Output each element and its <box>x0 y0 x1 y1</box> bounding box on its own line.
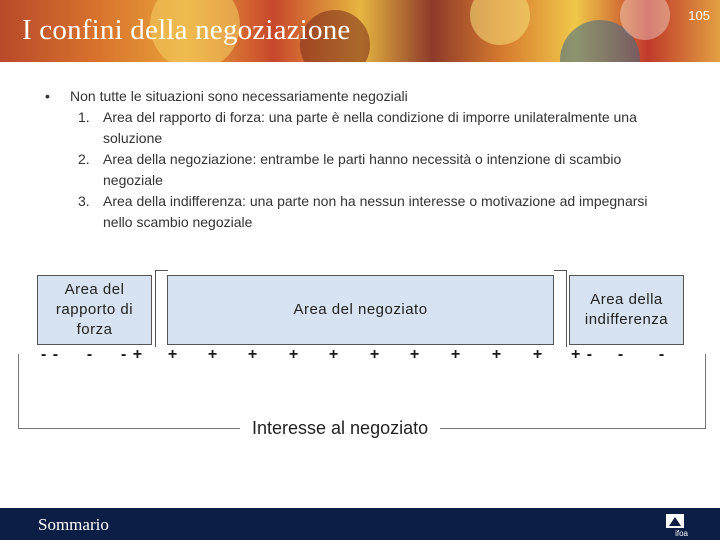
symbol-mark: - <box>658 346 666 363</box>
slide-title: I confini della negoziazione <box>22 14 351 46</box>
slide-footer <box>0 508 720 540</box>
list-text: Area della negoziazione: entrambe le parti hanno necessità o intenzione di scambio negoziale <box>103 151 622 188</box>
box-label: Area del rapporto di forza <box>55 281 134 338</box>
list-item <box>70 149 670 191</box>
symbol-mark: - <box>86 346 94 363</box>
symbol-mark: + <box>369 346 381 363</box>
interest-label: Interesse al negoziato <box>240 418 440 439</box>
symbol-mark: + <box>167 346 179 363</box>
bullet-icon: • <box>45 88 50 104</box>
symbol-mark: - <box>617 346 625 363</box>
symbol-mark: - - <box>40 346 60 363</box>
symbol-mark: + <box>247 346 259 363</box>
list-text: Area della indifferenza: una parte non ha nessun interesse o motivazione ad impegnarsi nello scambio negoziale <box>103 193 648 230</box>
slide-header <box>0 0 720 62</box>
symbol-mark: + <box>328 346 340 363</box>
list-text: Area del rapporto di forza: una parte è nella condizione di imporre unilateralmente una soluzione <box>103 109 637 146</box>
symbol-mark: + <box>288 346 300 363</box>
list-number: 1. <box>78 109 90 125</box>
logo-text: ifoa <box>675 529 688 538</box>
numbered-list <box>70 107 670 233</box>
slide-number: 105 <box>688 8 710 23</box>
decor-circle <box>470 0 530 45</box>
symbol-mark: + <box>532 346 544 363</box>
intro-text: Non tutte le situazioni sono necessariamente negoziali <box>70 88 408 104</box>
symbol-mark: + <box>207 346 219 363</box>
symbol-mark: - + <box>120 346 144 363</box>
box-label: Area della indifferenza <box>584 291 669 328</box>
box-area-indifferenza <box>569 275 684 345</box>
list-number: 3. <box>78 193 90 209</box>
bracket-right <box>554 270 567 347</box>
box-label: Area del negoziato <box>293 301 428 318</box>
list-item <box>70 107 670 149</box>
symbol-mark: + - <box>570 346 594 363</box>
list-number: 2. <box>78 151 90 167</box>
list-item <box>70 191 670 233</box>
symbol-mark: + <box>450 346 462 363</box>
box-area-rapporto-forza <box>37 275 152 345</box>
symbol-mark: + <box>409 346 421 363</box>
sommario-link[interactable]: Sommario <box>38 515 109 534</box>
box-area-negoziato <box>167 275 554 345</box>
symbol-mark: + <box>491 346 503 363</box>
